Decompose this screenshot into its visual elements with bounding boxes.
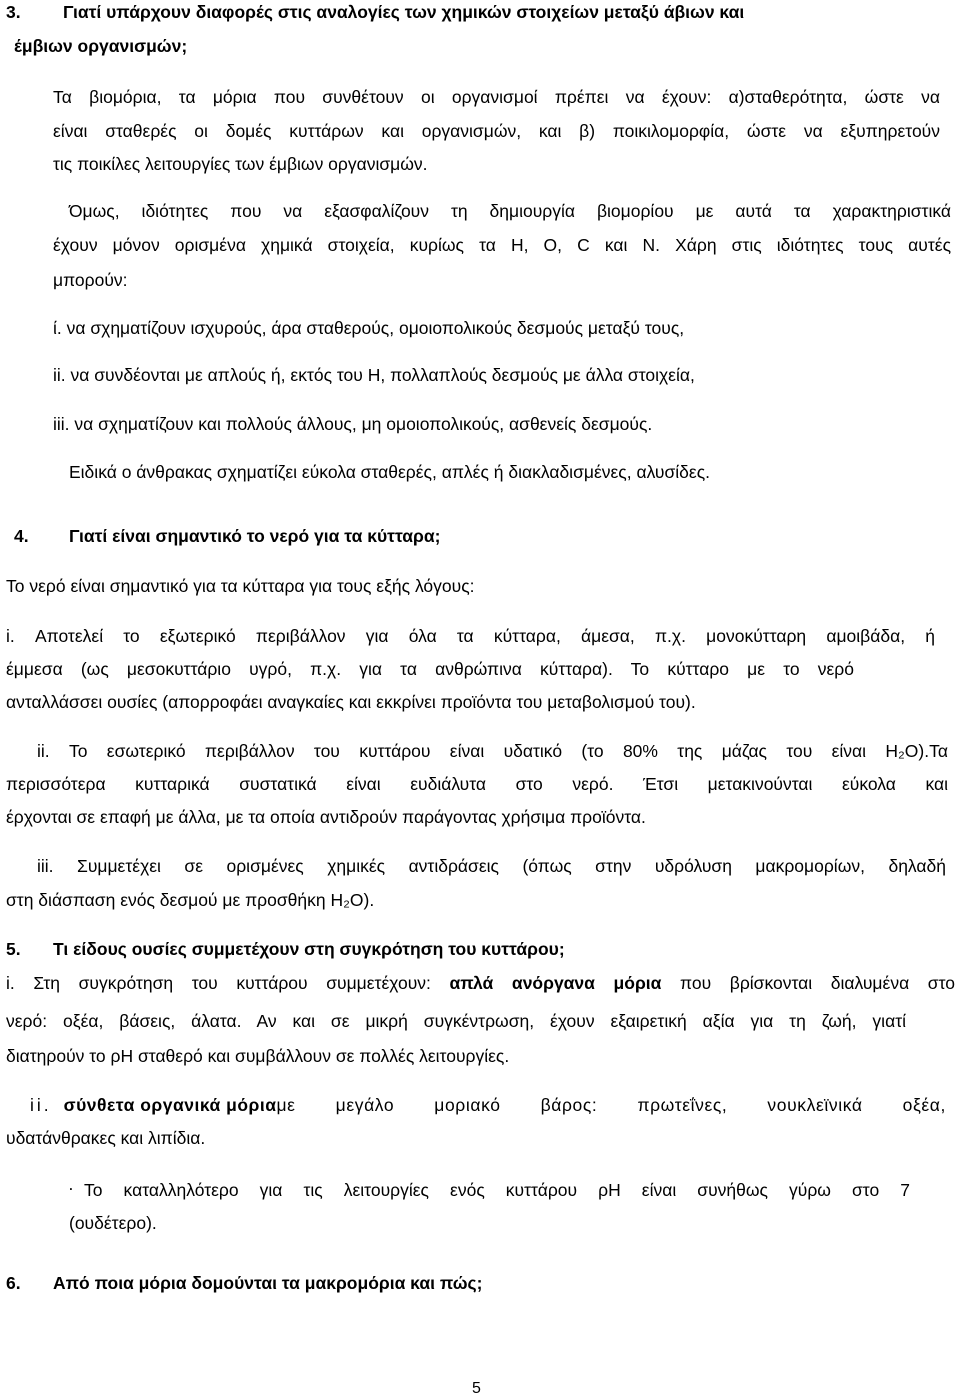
q3-p2-line3: μπορούν: [53,270,128,290]
page-number: 5 [472,1380,481,1397]
q5-note-line1: Το καταλληλότερο για τις λειτουργίες ενός κυττάρου ρΗ είναι συνήθως γύρω στο 7 [84,1180,910,1200]
q3-item-ii: ii. να συνδέονται με απλούς ή, εκτός του Η, πολλαπλούς δεσμούς με άλλα στοιχεία, [53,365,695,385]
q4-iii-line2: στη διάσπαση ενός δεσμού με προσθήκη H₂O). [6,890,375,910]
q5-ii-line1 [30,1097,946,1115]
q4-intro: Το νερό είναι σημαντικό για τα κύτταρα για τους εξής λόγους: [6,576,475,596]
q5-i-line1-post: που βρίσκονται διαλυμένα στο [661,973,956,993]
q3-title-line1: Γιατί υπάρχουν διαφορές στις αναλογίες των χημικών στοιχείων μεταξύ άβιων και [63,2,745,22]
q4-i-line3: ανταλλάσσει ουσίες (απορροφάει αναγκαίες και εκκρίνει προϊόντα του μεταβολισμού του). [6,692,696,712]
q6-number: 6. [6,1273,21,1293]
q5-ii-line1-post: με μεγάλο μοριακό βάρος: πρωτεΐνες, νουκλεϊνικά οξέα, [276,1095,946,1115]
q4-i-line2: έμμεσα (ως μεσοκυττάριο υγρό, π.χ. για τα ανθρώπινα κύτταρα). Το κύτταρο με το νερό [6,659,854,679]
q5-ii-number: ii. [30,1095,52,1115]
q3-p1-line2: είναι σταθερές οι δομές κυττάρων και οργανισμών, και β) ποικιλομορφία, ώστε να εξυπηρετούν [53,121,940,141]
q3-p2-line1: Όμως, ιδιότητες που να εξασφαλίζουν τη δημιουργία βιομορίου με αυτά τα χαρακτηριστικά [69,201,951,221]
q3-carbon-note: Ειδικά ο άνθρακας σχηματίζει εύκολα σταθερές, απλές ή διακλαδισμένες, αλυσίδες. [69,462,711,482]
q3-p1-line3: τις ποικίλες λειτουργίες των έμβιων οργανισμών. [53,154,428,174]
q5-i-inorganic-molecules: απλά ανόργανα μόρια [449,973,662,993]
q5-ii-line2: υδατάνθρακες και λιπίδια. [6,1128,206,1148]
q6-title: Από ποια μόρια δομούνται τα μακρομόρια και πώς; [53,1273,483,1293]
q4-i-line1: i. Αποτελεί το εξωτερικό περιβάλλον για όλα τα κύτταρα, άμεσα, π.χ. μονοκύτταρη αμοιβάδα, ή [6,626,935,646]
q4-iii-line1: iii. Συμμετέχει σε ορισμένες χημικές αντιδράσεις (όπως στην υδρόλυση μακρομορίων, δηλαδή [37,856,946,876]
q5-note-line2: (ουδέτερο). [69,1213,157,1233]
q3-item-iii: iii. να σχηματίζουν και πολλούς άλλους, μη ομοιοπολικούς, ασθενείς δεσμούς. [53,414,653,434]
q3-number: 3. [6,2,21,22]
q3-p2-line2: έχουν μόνον ορισμένα χημικά στοιχεία, κυρίως τα Η, Ο, C και Ν. Χάρη στις ιδιότητες τους αυτές [53,235,951,255]
q5-i-line3: διατηρούν το ρΗ σταθερό και συμβάλλουν σε πολλές λειτουργίες. [6,1046,510,1066]
q5-i-line2: νερό: οξέα, βάσεις, άλατα. Αν και σε μικρή συγκέντρωση, έχουν εξαιρετική αξία για τη ζωή, γιατί [6,1011,906,1031]
q4-ii-line2: περισσότερα κυτταρικά συστατικά είναι ευδιάλυτα στο νερό. Έτσι μετακινούνται εύκολα και [6,774,948,794]
q5-title: Τι είδους ουσίες συμμετέχουν στη συγκρότηση του κυττάρου; [53,939,565,959]
q5-i-line1-pre: i. Στη συγκρότηση του κυττάρου συμμετέχουν: [6,973,450,993]
q5-i-line1 [6,975,955,993]
q5-ii-organic-molecules: σύνθετα οργανικά μόρια [63,1095,277,1115]
q3-item-i: ί. να σχηματίζουν ισχυρούς, άρα σταθερούς, ομοιοπολικούς δεσμούς μεταξύ τους, [53,318,685,338]
q4-ii-line3: έρχονται σε επαφή με άλλα, με τα οποία αντιδρούν παράγοντας χρήσιμα προϊόντα. [6,807,646,827]
q4-number: 4. [14,526,29,546]
q3-p1-line1: Τα βιομόρια, τα μόρια που συνθέτουν οι οργανισμοί πρέπει να έχουν: α)σταθερότητα, ώστε να [53,87,940,107]
q5-bullet-mark: · [68,1178,74,1198]
q3-title-line2: έμβιων οργανισμών; [14,36,188,56]
q4-ii-line1: ii. Το εσωτερικό περιβάλλον του κυττάρου είναι υδατικό (το 80% της μάζας του είναι H₂O).Τα [37,741,948,761]
q4-title: Γιατί είναι σημαντικό το νερό για τα κύτταρα; [69,526,441,546]
q5-number: 5. [6,939,21,959]
